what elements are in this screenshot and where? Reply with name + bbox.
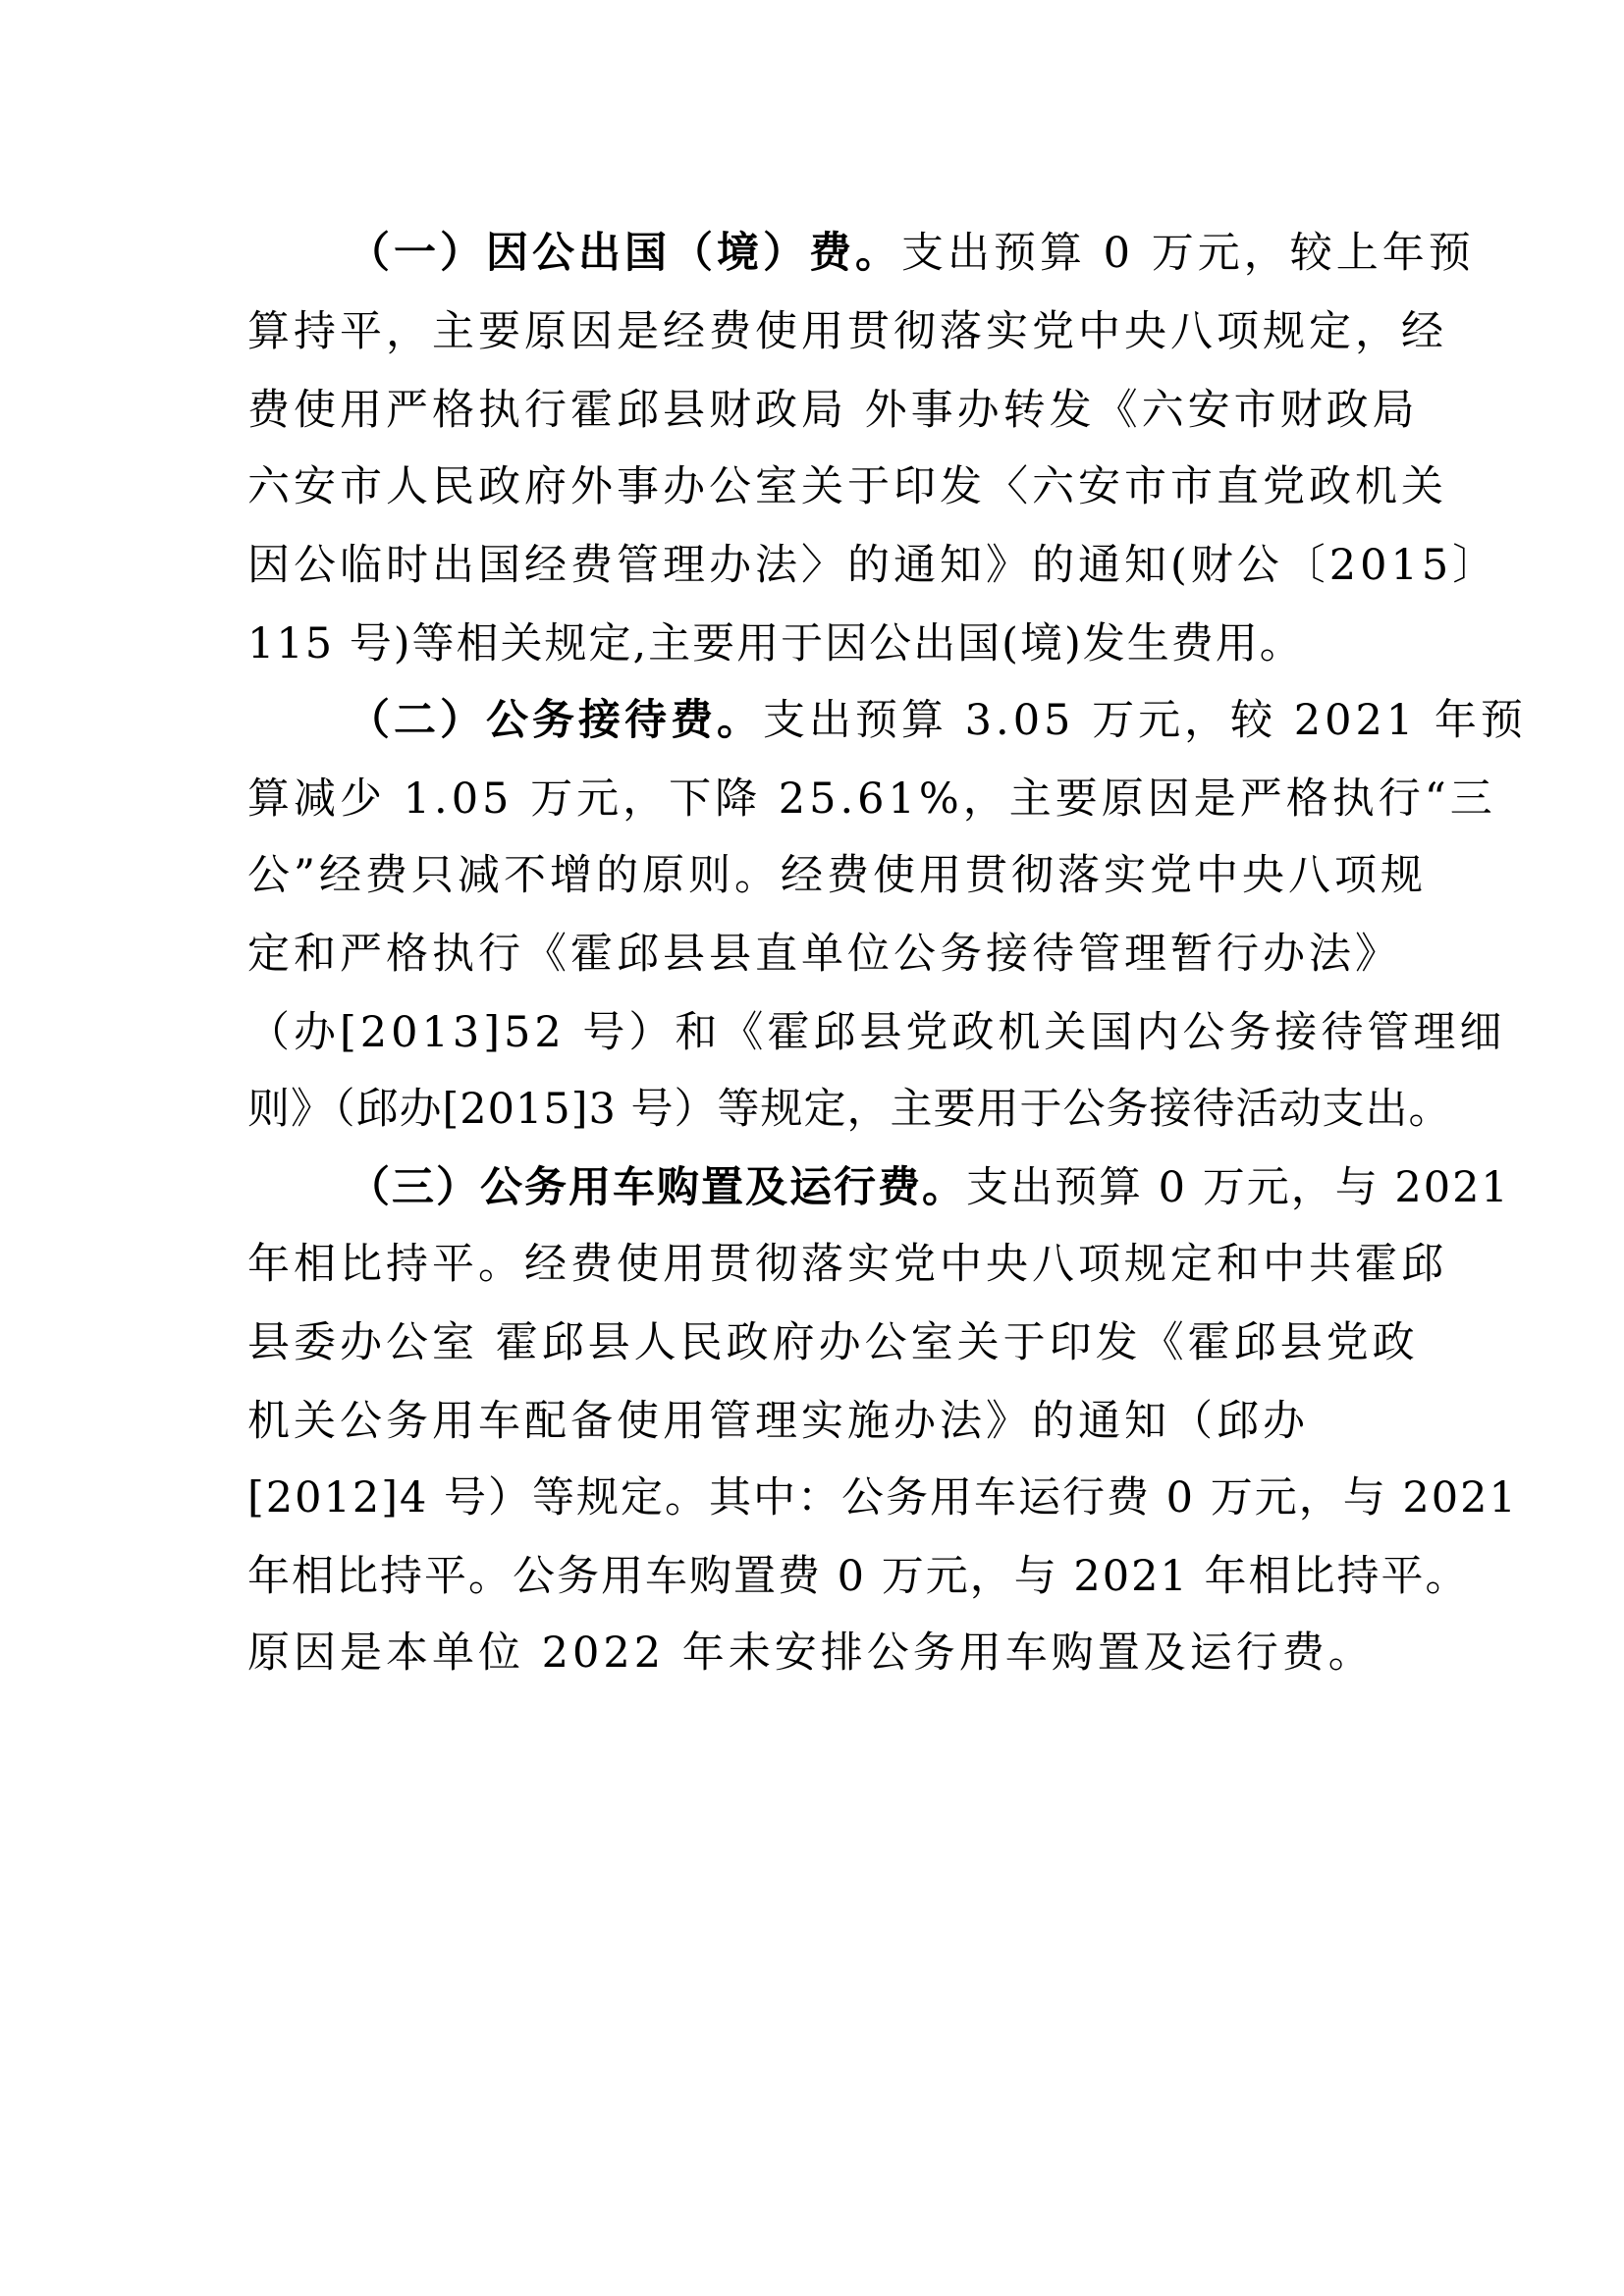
section1-line-4: 因公临时出国经费管理办法〉的通知》的通知(财公〔2015〕	[247, 541, 1499, 590]
section3-line-6: 原因是本单位 2022 年未安排公务用车购置及运行费。	[247, 1629, 1375, 1678]
section1-first-line	[348, 226, 1475, 281]
section2-line-3: 定和严格执行《霍邱县县直单位公务接待管理暂行办法》	[247, 930, 1401, 979]
section1-line-1: 算持平，主要原因是经费使用贯彻落实党中央八项规定，经	[247, 307, 1447, 356]
section3-line-1: 年相比持平。经费使用贯彻落实党中央八项规定和中共霍邱	[247, 1240, 1447, 1289]
section1-line-3: 六安市人民政府外事办公室关于印发〈六安市市直党政机关	[247, 462, 1447, 511]
section2-first-line	[348, 693, 1527, 748]
section2-line-5: 则》（邱办[2015]3 号）等规定，主要用于公务接待活动支出。	[247, 1085, 1452, 1134]
section2-heading: （二）公务接待费。	[348, 696, 763, 745]
section3-line-4: [2012]4 号）等规定。其中：公务用车运行费 0 万元，与 2021	[247, 1473, 1518, 1522]
section3-first-line	[348, 1160, 1510, 1215]
section2-line-2: 公”经费只减不增的原则。经费使用贯彻落实党中央八项规	[247, 851, 1427, 900]
section2-line-4: （办[2013]52 号）和《霍邱县党政机关国内公务接待管理细	[247, 1008, 1506, 1057]
section3-line-0: 支出预算 0 万元，与 2021	[966, 1163, 1510, 1212]
section2-line-1: 算减少 1.05 万元，下降 25.61%，主要原因是严格执行“三	[247, 774, 1496, 824]
section3-heading: （三）公务用车购置及运行费。	[348, 1163, 966, 1212]
section1-line-2: 费使用严格执行霍邱县财政局 外事办转发《六安市财政局	[247, 386, 1419, 435]
section3-line-3: 机关公务用车配备使用管理实施办法》的通知（邱办	[247, 1397, 1309, 1446]
section3-line-5: 年相比持平。公务用车购置费 0 万元，与 2021 年相比持平。	[247, 1552, 1470, 1601]
section3-line-2: 县委办公室 霍邱县人民政府办公室关于印发《霍邱县党政	[247, 1318, 1419, 1367]
section1-heading: （一）因公出国（境）费。	[348, 229, 901, 278]
section1-line-5: 115 号)等相关规定,主要用于因公出国(境)发生费用。	[247, 619, 1304, 668]
section2-line-0: 支出预算 3.05 万元，较 2021 年预	[763, 696, 1527, 745]
section1-line-0: 支出预算 0 万元，较上年预	[901, 229, 1475, 278]
